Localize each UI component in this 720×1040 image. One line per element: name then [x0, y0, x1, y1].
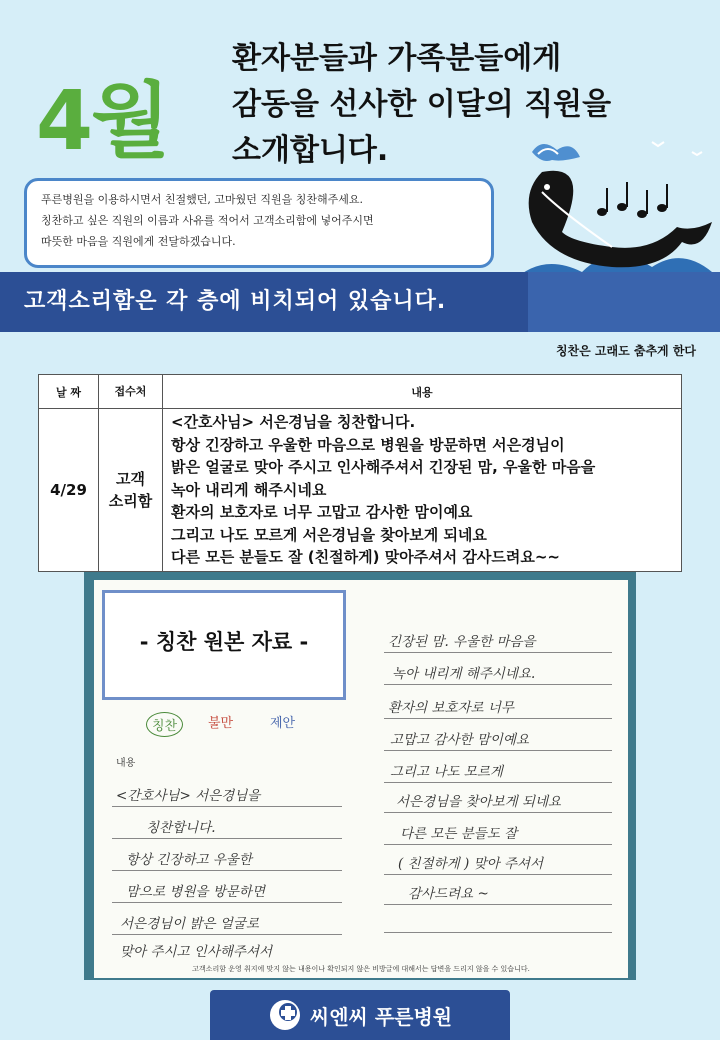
content-line: 녹아 내리게 해주시네요 [171, 480, 327, 499]
handwritten-line: 감사드려요 ~ [408, 886, 489, 902]
hospital-cross-logo-icon [268, 998, 302, 1032]
receiver-line: 고객 [116, 469, 145, 488]
receiver-line: 소리함 [108, 491, 153, 510]
table-header-row [39, 375, 682, 409]
intro-line: 따뜻한 마음을 직원에게 전달하겠습니다. [41, 235, 236, 248]
header-content: 내용 [163, 375, 682, 409]
header-receiver: 접수처 [99, 375, 163, 409]
scan-footnote: 고객소리함 운영 취지에 맞지 않는 내용이나 확인되지 않은 비방글에 대해서는 답변을 드리지 않을 수 있습니다. [192, 965, 530, 973]
subcaption: 칭찬은 고래도 춤추게 한다 [555, 344, 696, 358]
cell-receiver [99, 409, 163, 572]
headline-line: 소개합니다. [232, 133, 389, 168]
ruled-line [384, 874, 612, 875]
ruled-line [384, 782, 612, 783]
handwritten-line: 다른 모든 분들도 잘 [400, 826, 518, 842]
content-line: 항상 긴장하고 우울한 마음으로 병원을 방문하면 서은경님이 [171, 435, 565, 454]
handwritten-line: ( 친절하게 ) 맞아 주셔서 [398, 856, 544, 872]
category-complaint: 불만 [208, 716, 234, 731]
category-praise: 칭찬 [146, 712, 183, 737]
handwritten-line: 서은경님을 찾아보게 되네요 [396, 794, 562, 810]
hospital-name: 씨엔씨 푸른병원 [309, 1004, 453, 1029]
intro-box [24, 178, 494, 268]
ruled-line [384, 750, 612, 751]
ruled-line [384, 844, 612, 845]
table-row [39, 409, 682, 572]
handwritten-line: 맞아 주시고 인사해주셔서 [120, 944, 273, 960]
header-date: 날 짜 [39, 375, 99, 409]
content-line: 밝은 얼굴로 맞아 주시고 인사해주셔서 긴장된 맘, 우울한 마음을 [171, 458, 596, 476]
content-line: 그리고 나도 모르게 서은경님을 찾아보게 되네요 [171, 525, 487, 544]
content-label: 내용 [116, 758, 136, 769]
ruled-line [112, 838, 342, 839]
intro-line: 칭찬하고 싶은 직원의 이름과 사유를 적어서 고객소리함에 넣어주시면 [41, 214, 374, 227]
ruled-line [384, 652, 612, 653]
ruled-line [384, 932, 612, 933]
handwritten-line: 맘으로 병원을 방문하면 [126, 884, 265, 900]
notice-banner: 고객소리함은 각 층에 비치되어 있습니다. [0, 272, 528, 332]
cell-content [163, 409, 682, 572]
banner-extension [528, 272, 720, 332]
ruled-line [384, 812, 612, 813]
month-title: 4월 [36, 74, 169, 169]
handwritten-line: 환자의 보호자로 너무 [388, 700, 514, 716]
handwritten-line: <간호사님> 서은경님을 [116, 788, 261, 804]
ruled-line [384, 684, 612, 685]
handwritten-line: 고맙고 감사한 맘이예요 [390, 732, 529, 748]
category-suggest: 제안 [270, 716, 296, 731]
ruled-line [112, 934, 342, 935]
headline-line: 환자분들과 가족분들에게 [232, 41, 562, 76]
ruled-line [112, 902, 342, 903]
handwritten-line: 긴장된 맘. 우울한 마음을 [388, 634, 536, 650]
handwritten-line: 녹아 내리게 해주시네요. [392, 666, 536, 682]
ruled-line [384, 718, 612, 719]
ruled-line [384, 904, 612, 905]
cell-date: 4/29 [39, 409, 99, 572]
hospital-footer [210, 990, 510, 1040]
headline-line: 감동을 선사한 이달의 직원을 [232, 87, 612, 122]
praise-table [38, 374, 682, 572]
handwritten-line: 칭찬합니다. [146, 820, 216, 836]
content-line: 다른 모든 분들도 잘 (친절하게) 맞아주셔서 감사드려요~~ [171, 548, 560, 566]
handwritten-line: 항상 긴장하고 우울한 [126, 852, 252, 868]
ruled-line [112, 806, 342, 807]
content-line: 환자의 보호자로 너무 고맙고 감사한 맘이예요 [171, 503, 473, 521]
intro-line: 푸른병원을 이용하시면서 친절했던, 고마웠던 직원을 칭찬해주세요. [41, 193, 364, 206]
ruled-line [112, 870, 342, 871]
handwritten-line: 서은경님이 밝은 얼굴로 [120, 916, 259, 932]
scan-title: - 칭찬 원본 자료 - [139, 630, 309, 654]
handwritten-line: 그리고 나도 모르게 [390, 764, 503, 780]
content-line: <간호사님> 서은경님을 칭찬합니다. [171, 413, 416, 431]
